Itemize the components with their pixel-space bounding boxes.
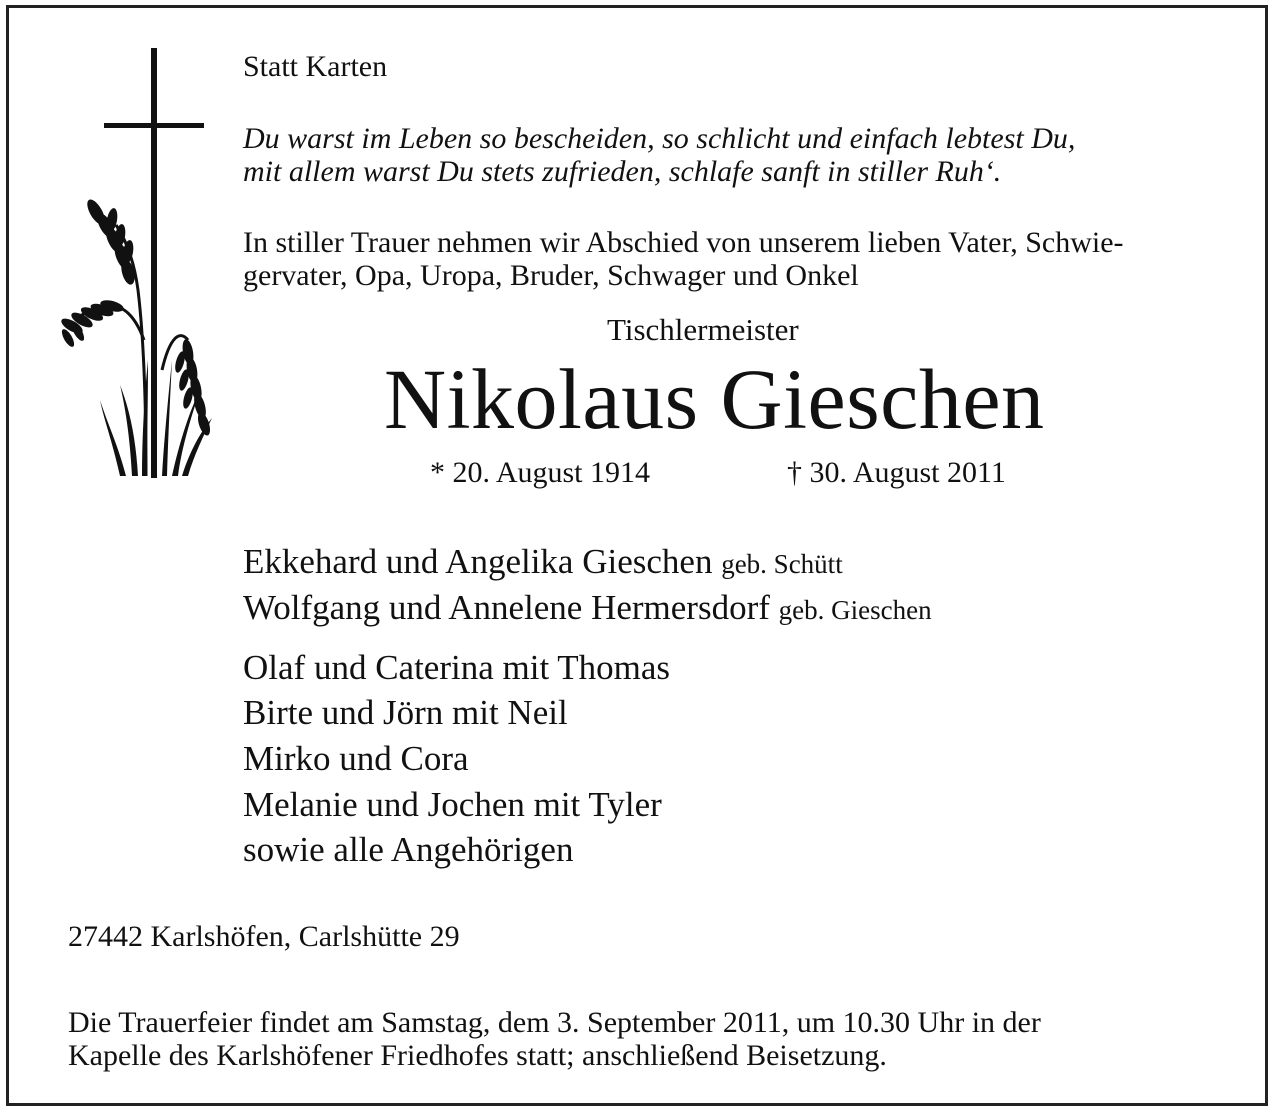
funeral-line-2: Kapelle des Karlshöfener Friedhofes statt; anschließend Beisetzung. [68,1039,887,1072]
deceased-name: Nikolaus Gieschen [384,351,1045,447]
mourner-row [243,544,843,579]
intro-line-1: In stiller Trauer nehmen wir Abschied von unserem lieben Vater, Schwie- [243,226,1124,259]
cross-with-wheat-icon [50,40,220,490]
death-date: † 30. August 2011 [787,456,1006,489]
mourner-row [243,590,932,625]
mourner-maiden-name: geb. Schütt [721,549,843,579]
verse-line-1: Du warst im Leben so bescheiden, so schlicht und einfach lebtest Du, [243,122,1076,155]
address: 27442 Karlshöfen, Carlshütte 29 [68,920,460,953]
intro-line-2: gervater, Opa, Uropa, Bruder, Schwager und Onkel [243,259,859,292]
profession: Tischlermeister [607,312,799,347]
grandchild-line: sowie alle Angehörigen [243,830,574,869]
grandchild-line: Mirko und Cora [243,739,469,778]
mourner-maiden-name: geb. Gieschen [778,595,932,625]
funeral-line-1: Die Trauerfeier findet am Samstag, dem 3. September 2011, um 10.30 Uhr in der [68,1006,1041,1039]
verse-line-2: mit allem warst Du stets zufrieden, schlafe sanft in stiller Ruh‘. [243,155,1002,188]
grandchild-line: Melanie und Jochen mit Tyler [243,785,662,824]
mourner-name: Wolfgang und Annelene Hermersdorf [243,588,770,627]
grandchild-line: Birte und Jörn mit Neil [243,693,568,732]
header-statt-karten: Statt Karten [243,50,388,83]
grandchild-line: Olaf und Caterina mit Thomas [243,648,671,687]
mourner-name: Ekkehard und Angelika Gieschen [243,542,713,581]
birth-date: * 20. August 1914 [430,456,651,489]
